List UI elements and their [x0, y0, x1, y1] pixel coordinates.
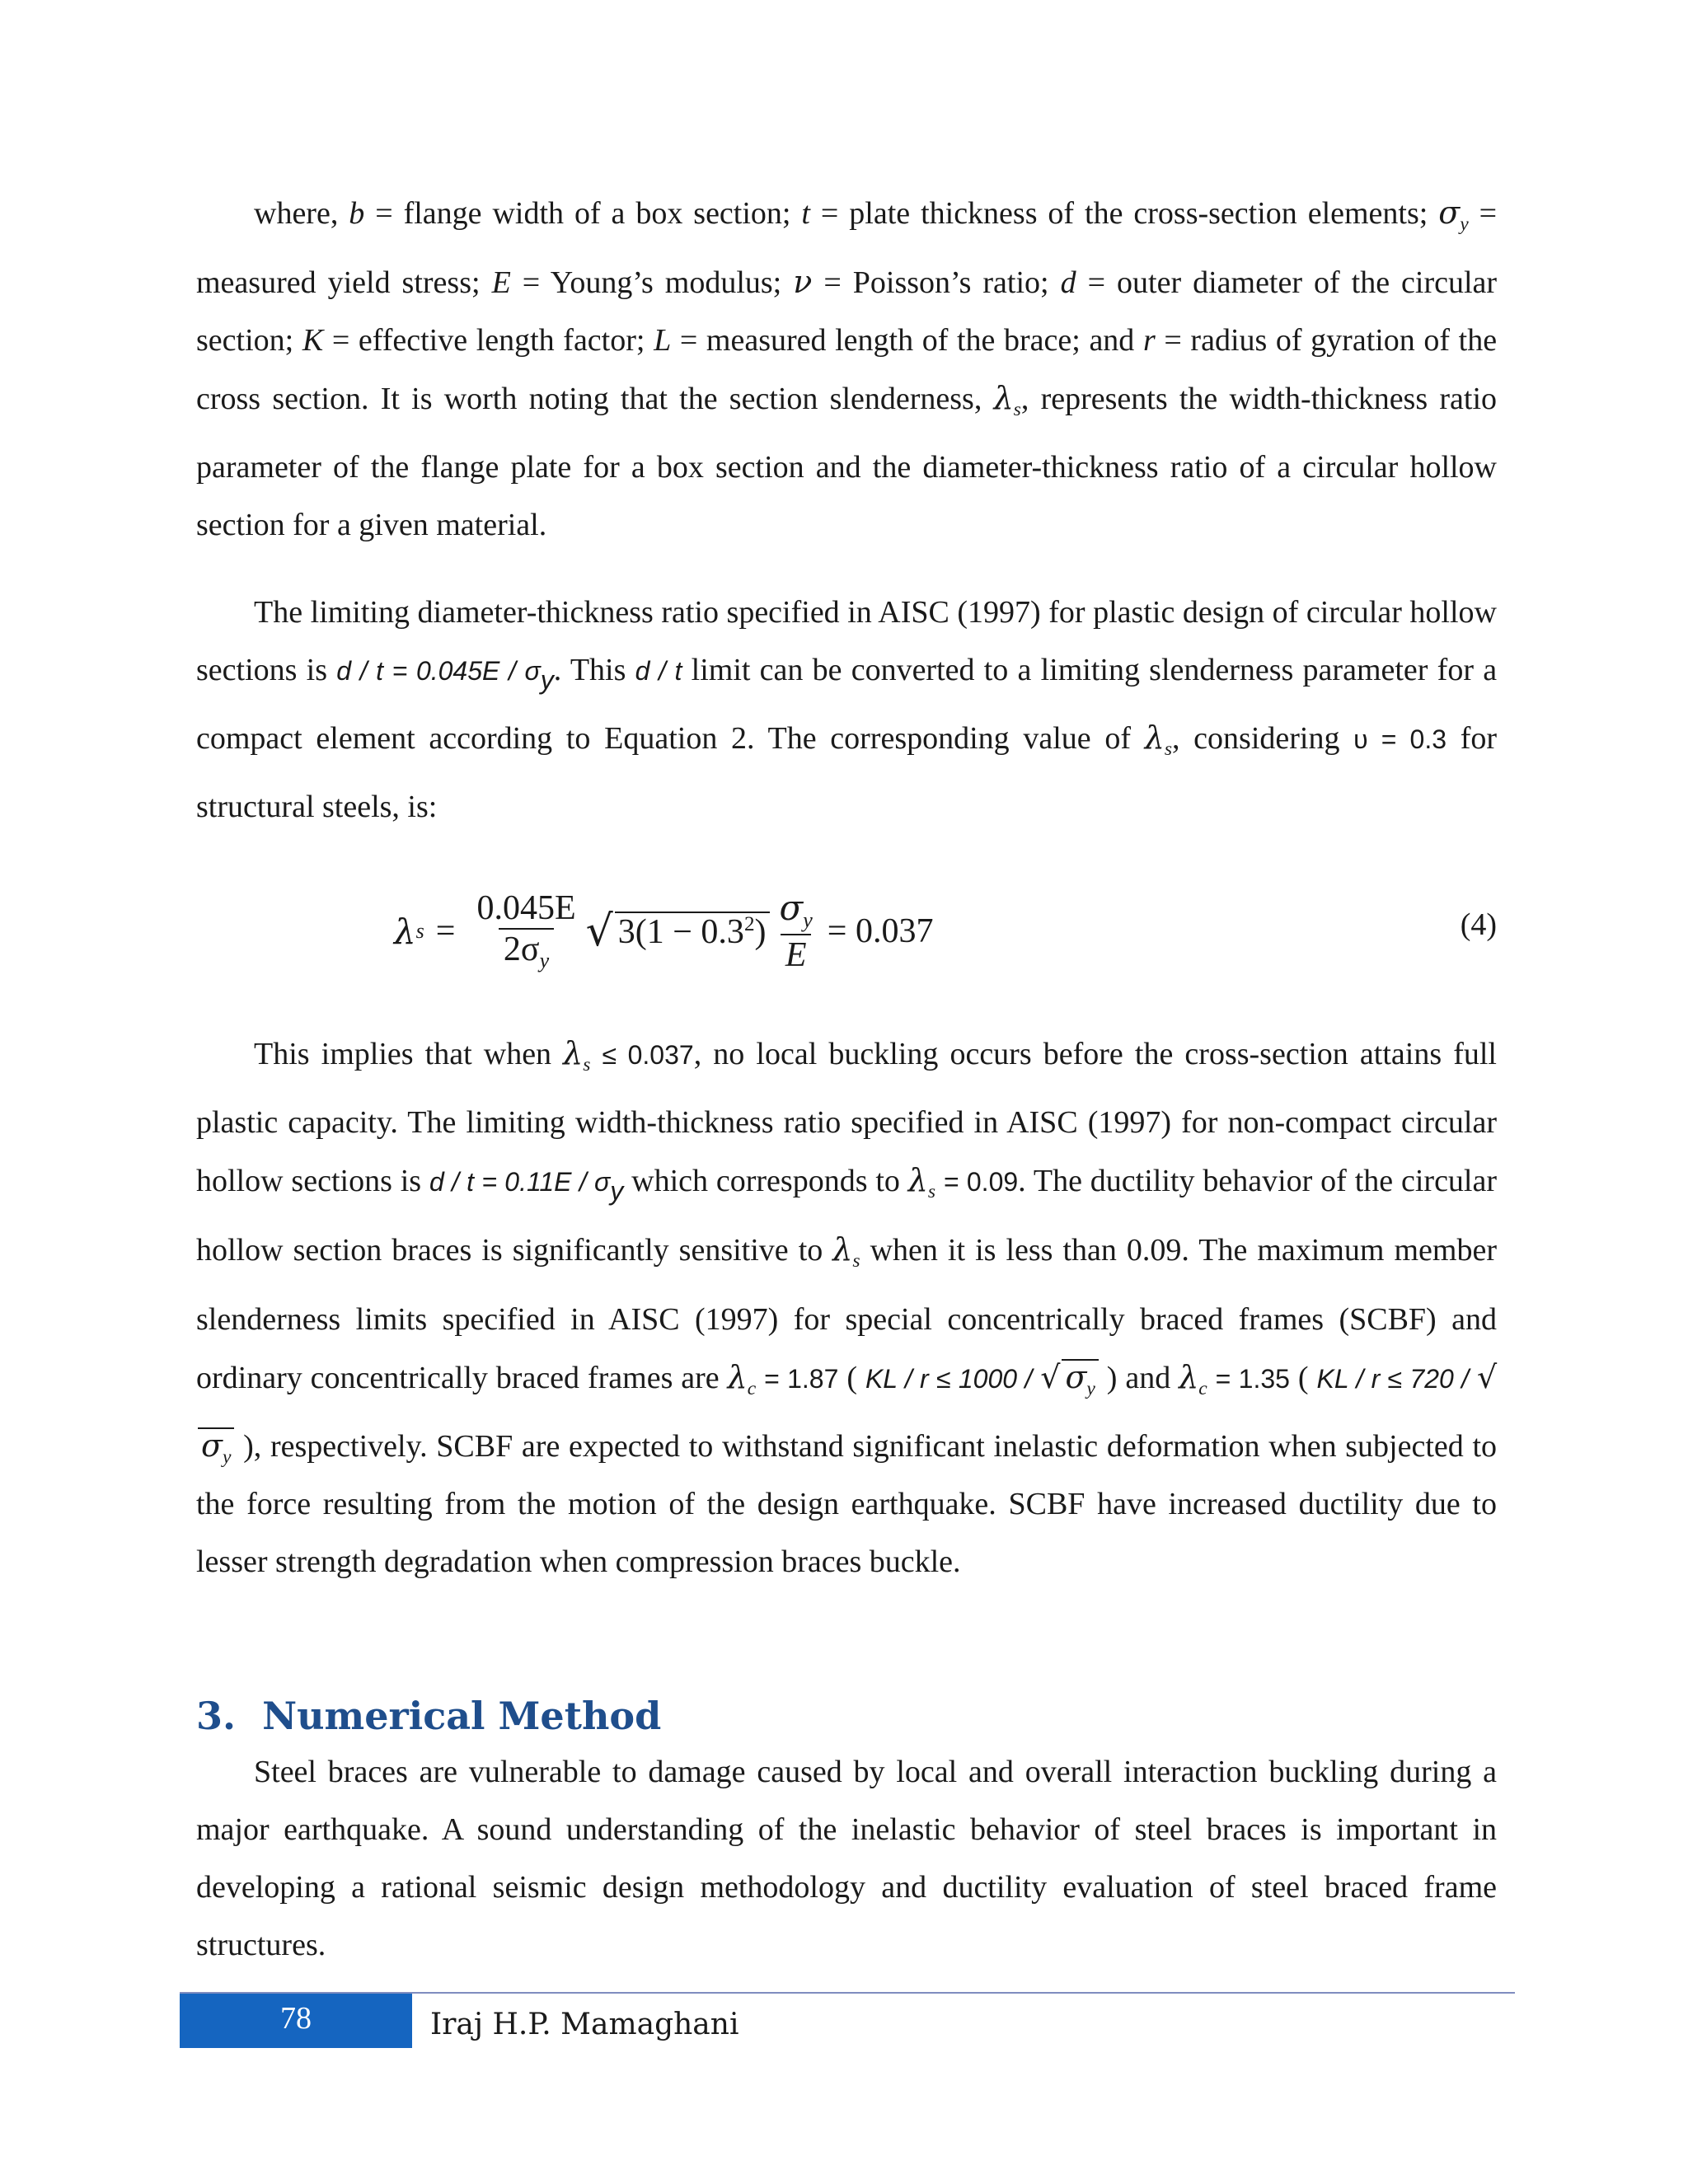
p1-tail: , represents the width-thickness ratio parameter of the flange plate for a box section and the diameter-thickness ratio of a circular hollow section for a given material. [196, 382, 1497, 543]
t-symbol: t [801, 196, 810, 231]
paragraph-definitions: where, b = flange width of a box section; t = plate thickness of the cross-section elements; $\sigma_y$ = measured yield stress; E = Young’s modulus; ν = Poisson’s ratio; d = outer diameter of the circular section; K = effective length factor; L = measured length of the brace; and r = radius of gyration of the cross section. It is worth noting that the section slenderness, $\lambda_s$, represents the width-thickness ratio parameter of the flange plate for a box section and the diameter-thickness ratio of a circular hollow section for a given material. [196, 194, 1498, 543]
b-definition: flange width of a box section; [403, 196, 791, 231]
eq-fraction-1: $\frac{0.045E}{2\sigma_y}$ [476, 889, 576, 973]
K-symbol: K [302, 323, 324, 359]
sigma-definition: measured yield stress; [196, 265, 481, 301]
eq-sqrt: $3(1 - 0.3^2)$ [615, 912, 770, 951]
section-title: Numerical Method [262, 1694, 662, 1738]
b-symbol: b [349, 196, 365, 231]
expr-dt-plastic: d / t = 0.045E / σ [336, 656, 541, 686]
expr-dt-noncompact: d / t = 0.11E / σ [429, 1167, 611, 1197]
slenderness-scbf: KL / r ≤ 1000 / [865, 1363, 1033, 1394]
paragraph-implications: This implies that when $\lambda_s \le 0.037$, no local buckling occurs before the cross-section attains full plastic capacity. The limiting width-thickness ratio specified in AISC (1997) for non-compact circular hollow sections is $d / t = 0.11E / \sigma_y$ which corresponds to $\lambda_s = 0.09$. The ductility behavior of the circular hollow section braces is significantly sensitive to $\lambda_s$ when it is less than 0.09. The maximum member slenderness limits specified in AISC (1997) for special concentrically braced frames (SCBF) and ordinary concentrically braced frames are $\lambda_c = 1.87$ ( KL / r ≤ 1000 / √ $\sigma_y$ ) and $\lambda_c = 1.35$ ( KL / $r \le 720 / √\sigma_y$ ), respectively. SCBF are expected to withstand significant inelastic deformation when subjected to the force resulting from the motion of the design earthquake. SCBF have increased ductility due to lesser strength degradation when compression braces buckle. [196, 1035, 1498, 1579]
eq-lhs: λ [394, 911, 416, 952]
expr-dt: d / t [635, 656, 682, 686]
equation-4 [196, 874, 1497, 989]
d-definition: outer diameter of the circular section; [196, 265, 1498, 359]
sqrt-icon: √ [1040, 1358, 1061, 1395]
equation-body: λ s = $\frac{0.045E}{2\sigma_y}$ √ $3(1 - 0.3^2)$ $\frac{\sigma_y}{E}$ = 0.037 [394, 888, 934, 974]
eq-result: = 0.037 [827, 912, 934, 950]
sqrt-icon: √ [1476, 1358, 1498, 1395]
page-number: 78 [180, 1994, 412, 2048]
paragraph-limiting-ratio: The limiting diameter-thickness ratio specified in AISC (1997) for plastic design of circular hollow sections is $d / t = 0.045E / \sigma_y$. This d / t limit can be converted to a limiting slenderness parameter for a compact element according to Equation 2. The corresponding value of $\lambda_s$, considering υ = 0.3 for structural steels, is: [196, 595, 1498, 825]
paragraph-numerical-method: Steel braces are vulnerable to damage caused by local and overall interaction buckling during a major earthquake. A sound understanding of the inelastic behavior of steel braces is important in developing a rational seismic design methodology and ductility evaluation of steel braced frame structures. [196, 1755, 1497, 1962]
p1-where: where, [254, 196, 339, 231]
nu-definition: Poisson’s ratio; [852, 265, 1049, 301]
d-symbol: d [1060, 265, 1076, 301]
L-symbol: L [654, 323, 672, 359]
K-definition: effective length factor; [358, 323, 645, 359]
t-definition: plate thickness of the cross-section elements; [849, 196, 1428, 231]
slenderness-ocbf: KL / r ≤ 720 / [1316, 1363, 1470, 1394]
section-heading [196, 1694, 661, 1738]
section-number: 3. [196, 1694, 237, 1738]
r-symbol: r [1142, 323, 1156, 359]
lambda-symbol: λ [993, 380, 1014, 417]
E-symbol: E [491, 265, 511, 301]
eq-fraction-2: $\frac{\sigma_y}{E}$ [779, 888, 813, 974]
r-definition: radius of gyration of the cross section. It is worth noting that the section slenderness, [196, 323, 1498, 417]
footer-author: Iraj H.P. Mamaghani [430, 2008, 739, 2041]
equation-number: (4) [1460, 907, 1497, 942]
E-definition: Young’s modulus; [550, 265, 782, 301]
nu-symbol: ν [793, 264, 813, 301]
sqrt-icon: √ [585, 907, 613, 956]
poisson-value: υ = 0.3 [1353, 724, 1447, 755]
sigma-symbol: σ [1438, 194, 1461, 231]
L-definition: measured length of the brace; and [706, 323, 1135, 359]
